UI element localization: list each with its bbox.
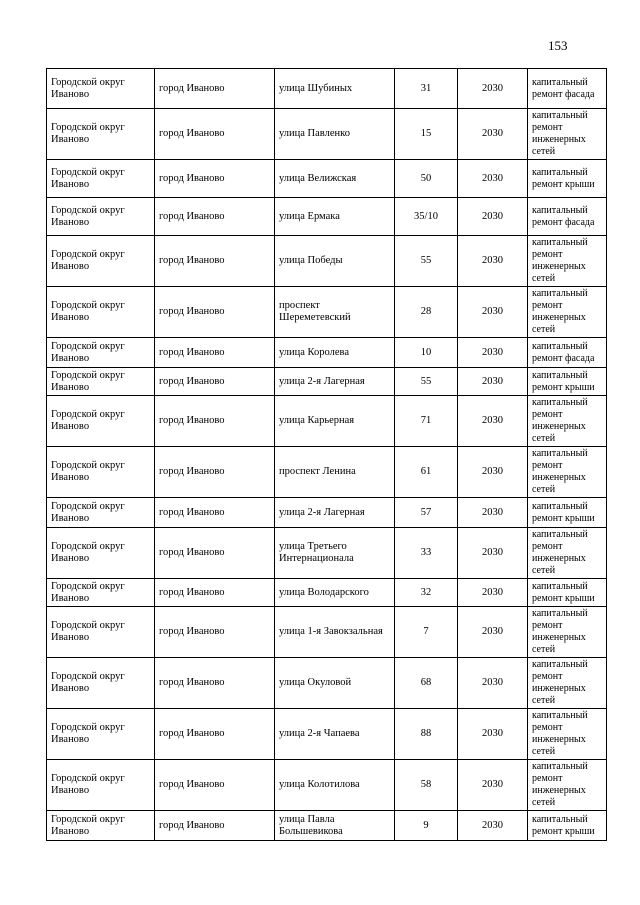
work-type-cell: капитальный ремонт крыши: [528, 498, 607, 528]
work-type-cell: капитальный ремонт инженерных сетей: [528, 236, 607, 287]
locality-cell: город Иваново: [155, 396, 275, 447]
year-cell: 2030: [458, 236, 528, 287]
house-number-cell: 31: [395, 69, 458, 109]
municipality-cell: Городской округ Иваново: [47, 658, 155, 709]
house-number-cell: 55: [395, 368, 458, 396]
municipality-cell: Городской округ Иваново: [47, 498, 155, 528]
house-number-cell: 32: [395, 579, 458, 607]
work-type-cell: капитальный ремонт крыши: [528, 368, 607, 396]
municipality-cell: Городской округ Иваново: [47, 709, 155, 760]
municipality-cell: Городской округ Иваново: [47, 198, 155, 236]
house-number-cell: 50: [395, 160, 458, 198]
street-cell: улица 2-я Лагерная: [275, 498, 395, 528]
year-cell: 2030: [458, 160, 528, 198]
year-cell: 2030: [458, 109, 528, 160]
work-type-cell: капитальный ремонт фасада: [528, 69, 607, 109]
locality-cell: город Иваново: [155, 109, 275, 160]
table-row: [47, 287, 607, 338]
work-type-cell: капитальный ремонт инженерных сетей: [528, 607, 607, 658]
year-cell: 2030: [458, 368, 528, 396]
table-row: [47, 498, 607, 528]
year-cell: 2030: [458, 528, 528, 579]
table-row: [47, 658, 607, 709]
house-number-cell: 68: [395, 658, 458, 709]
municipality-cell: Городской округ Иваново: [47, 338, 155, 368]
municipality-cell: Городской округ Иваново: [47, 811, 155, 841]
locality-cell: город Иваново: [155, 658, 275, 709]
table-row: [47, 396, 607, 447]
street-cell: проспект Ленина: [275, 447, 395, 498]
municipality-cell: Городской округ Иваново: [47, 760, 155, 811]
work-type-cell: капитальный ремонт крыши: [528, 579, 607, 607]
year-cell: 2030: [458, 69, 528, 109]
work-type-cell: капитальный ремонт инженерных сетей: [528, 396, 607, 447]
street-cell: улица Колотилова: [275, 760, 395, 811]
locality-cell: город Иваново: [155, 447, 275, 498]
page-number: 153: [548, 38, 568, 53]
work-type-cell: капитальный ремонт инженерных сетей: [528, 760, 607, 811]
work-type-cell: капитальный ремонт инженерных сетей: [528, 528, 607, 579]
year-cell: 2030: [458, 760, 528, 811]
street-cell: улица 1-я Завокзальная: [275, 607, 395, 658]
year-cell: 2030: [458, 658, 528, 709]
table-row: [47, 579, 607, 607]
house-number-cell: 35/10: [395, 198, 458, 236]
municipality-cell: Городской округ Иваново: [47, 69, 155, 109]
locality-cell: город Иваново: [155, 528, 275, 579]
locality-cell: город Иваново: [155, 287, 275, 338]
municipality-cell: Городской округ Иваново: [47, 287, 155, 338]
street-cell: улица Ермака: [275, 198, 395, 236]
locality-cell: город Иваново: [155, 709, 275, 760]
repair-registry-table: [46, 68, 607, 841]
municipality-cell: Городской округ Иваново: [47, 109, 155, 160]
work-type-cell: капитальный ремонт инженерных сетей: [528, 109, 607, 160]
locality-cell: город Иваново: [155, 338, 275, 368]
table-row: [47, 528, 607, 579]
table-row: [47, 447, 607, 498]
municipality-cell: Городской округ Иваново: [47, 160, 155, 198]
work-type-cell: капитальный ремонт крыши: [528, 811, 607, 841]
house-number-cell: 71: [395, 396, 458, 447]
locality-cell: город Иваново: [155, 498, 275, 528]
street-cell: проспект Шереметевский: [275, 287, 395, 338]
table-row: [47, 236, 607, 287]
table-row: [47, 368, 607, 396]
street-cell: улица Третьего Интернационала: [275, 528, 395, 579]
work-type-cell: капитальный ремонт инженерных сетей: [528, 658, 607, 709]
locality-cell: город Иваново: [155, 811, 275, 841]
street-cell: улица 2-я Чапаева: [275, 709, 395, 760]
street-cell: улица Победы: [275, 236, 395, 287]
year-cell: 2030: [458, 607, 528, 658]
street-cell: улица Шубиных: [275, 69, 395, 109]
table-row: [47, 198, 607, 236]
year-cell: 2030: [458, 709, 528, 760]
locality-cell: город Иваново: [155, 160, 275, 198]
table-row: [47, 760, 607, 811]
municipality-cell: Городской округ Иваново: [47, 607, 155, 658]
street-cell: улица Карьерная: [275, 396, 395, 447]
work-type-cell: капитальный ремонт инженерных сетей: [528, 709, 607, 760]
year-cell: 2030: [458, 579, 528, 607]
table-row: [47, 709, 607, 760]
street-cell: улица Велижская: [275, 160, 395, 198]
locality-cell: город Иваново: [155, 69, 275, 109]
street-cell: улица Королева: [275, 338, 395, 368]
street-cell: улица Володарского: [275, 579, 395, 607]
house-number-cell: 88: [395, 709, 458, 760]
street-cell: улица 2-я Лагерная: [275, 368, 395, 396]
locality-cell: город Иваново: [155, 760, 275, 811]
house-number-cell: 9: [395, 811, 458, 841]
locality-cell: город Иваново: [155, 368, 275, 396]
year-cell: 2030: [458, 198, 528, 236]
table-row: [47, 338, 607, 368]
locality-cell: город Иваново: [155, 198, 275, 236]
work-type-cell: капитальный ремонт крыши: [528, 160, 607, 198]
year-cell: 2030: [458, 338, 528, 368]
street-cell: улица Окуловой: [275, 658, 395, 709]
municipality-cell: Городской округ Иваново: [47, 528, 155, 579]
house-number-cell: 55: [395, 236, 458, 287]
municipality-cell: Городской округ Иваново: [47, 447, 155, 498]
year-cell: 2030: [458, 287, 528, 338]
street-cell: улица Павленко: [275, 109, 395, 160]
year-cell: 2030: [458, 498, 528, 528]
street-cell: улица Павла Большевикова: [275, 811, 395, 841]
municipality-cell: Городской округ Иваново: [47, 396, 155, 447]
work-type-cell: капитальный ремонт инженерных сетей: [528, 447, 607, 498]
municipality-cell: Городской округ Иваново: [47, 236, 155, 287]
year-cell: 2030: [458, 811, 528, 841]
work-type-cell: капитальный ремонт фасада: [528, 198, 607, 236]
municipality-cell: Городской округ Иваново: [47, 368, 155, 396]
year-cell: 2030: [458, 396, 528, 447]
table-row: [47, 811, 607, 841]
table-row: [47, 69, 607, 109]
table-row: [47, 607, 607, 658]
municipality-cell: Городской округ Иваново: [47, 579, 155, 607]
house-number-cell: 28: [395, 287, 458, 338]
locality-cell: город Иваново: [155, 607, 275, 658]
work-type-cell: капитальный ремонт инженерных сетей: [528, 287, 607, 338]
table-row: [47, 160, 607, 198]
house-number-cell: 7: [395, 607, 458, 658]
house-number-cell: 33: [395, 528, 458, 579]
house-number-cell: 57: [395, 498, 458, 528]
house-number-cell: 61: [395, 447, 458, 498]
house-number-cell: 15: [395, 109, 458, 160]
work-type-cell: капитальный ремонт фасада: [528, 338, 607, 368]
locality-cell: город Иваново: [155, 236, 275, 287]
locality-cell: город Иваново: [155, 579, 275, 607]
house-number-cell: 10: [395, 338, 458, 368]
house-number-cell: 58: [395, 760, 458, 811]
table-row: [47, 109, 607, 160]
year-cell: 2030: [458, 447, 528, 498]
